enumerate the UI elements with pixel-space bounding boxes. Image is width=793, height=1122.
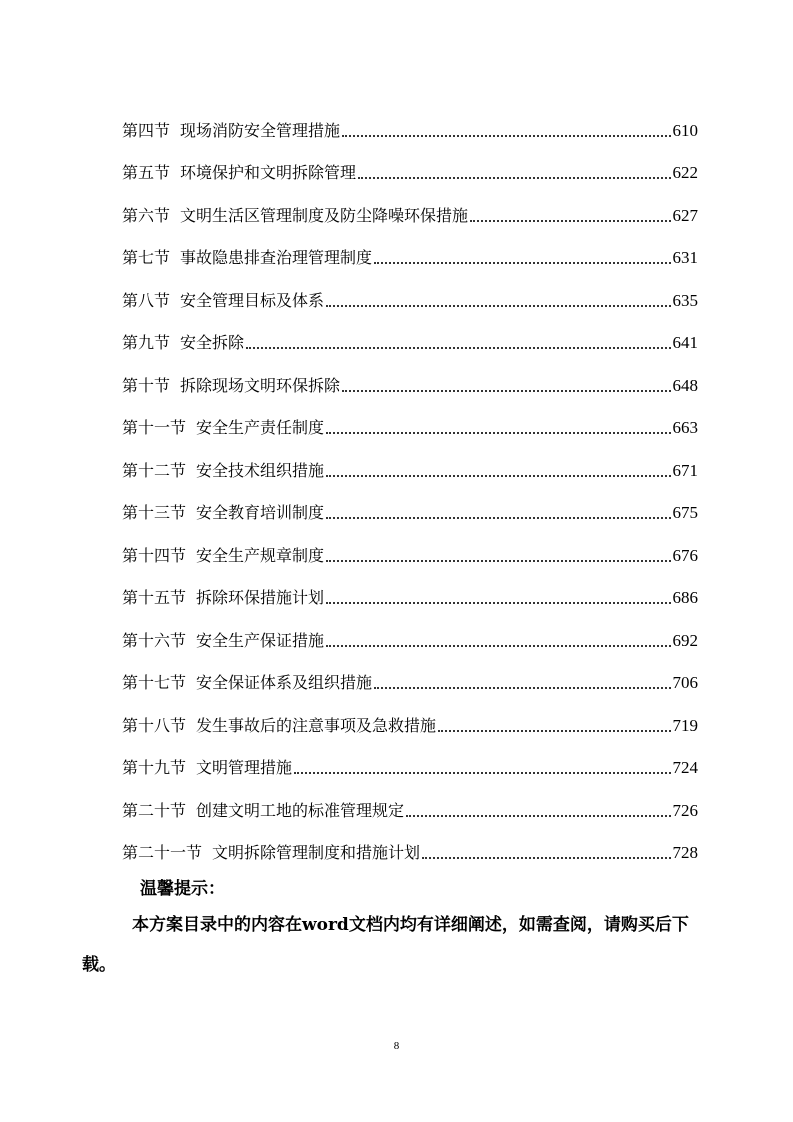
dot-leader [326,432,670,434]
page-number: 8 [393,1040,400,1052]
toc-page-number: 622 [672,163,698,182]
section-number: 第十三节 [122,503,187,522]
section-number: 第四节 [122,120,171,140]
toc-page-number: 676 [672,545,698,565]
toc-page-number: 675 [672,503,698,522]
toc-entry[interactable] [122,651,698,694]
section-title: 拆除现场文明环保拆除 [180,375,341,395]
toc-entry[interactable] [122,353,698,396]
toc-page-number: 692 [672,630,698,650]
section-number: 第七节 [122,248,171,267]
toc-entry[interactable] [122,736,698,779]
section-number: 第十五节 [122,588,187,607]
toc-page-number: 671 [672,460,698,480]
section-title: 安全技术组织措施 [196,460,325,480]
toc-page-number: 627 [672,205,698,225]
toc-page-number: 724 [672,758,698,777]
toc-entry[interactable] [122,226,698,269]
section-title: 安全管理目标及体系 [180,290,325,310]
dot-leader [326,475,670,477]
section-number: 第十八节 [122,715,187,735]
section-title: 安全生产规章制度 [196,545,325,565]
dot-leader [374,262,670,264]
dot-leader [326,602,670,604]
notice-heading: 温馨提示： [140,879,225,899]
toc-page-number: 641 [672,333,698,352]
dot-leader [342,135,670,137]
toc-page-number: 610 [672,120,698,140]
toc-entry[interactable] [122,821,698,864]
toc-page-number: 728 [672,843,698,862]
section-title: 安全教育培训制度 [196,503,325,522]
dot-leader [326,560,670,562]
dot-leader [342,390,670,392]
toc-entry[interactable] [122,396,698,439]
dot-leader [326,305,670,307]
toc-entry[interactable] [122,481,698,524]
toc-entry[interactable] [122,693,698,736]
dot-leader [326,517,670,519]
section-number: 第十节 [122,375,171,395]
dot-leader [374,687,670,689]
toc-page-number: 719 [672,715,698,735]
section-title: 安全保证体系及组织措施 [196,673,373,692]
section-title: 创建文明工地的标准管理规定 [196,800,405,820]
section-number: 第十二节 [122,460,187,480]
dot-leader [246,347,670,349]
section-number: 第二十一节 [122,843,203,862]
toc-entry[interactable] [122,778,698,821]
toc-page-number: 648 [672,375,698,395]
section-number: 第二十节 [122,800,187,820]
dot-leader [358,177,670,179]
dot-leader [406,815,670,817]
toc-page-number: 706 [672,673,698,692]
section-title: 事故隐患排查治理管理制度 [180,248,373,267]
toc-entry[interactable] [122,183,698,226]
section-title: 发生事故后的注意事项及急救措施 [196,715,437,735]
dot-leader [422,857,670,859]
section-title: 安全拆除 [180,333,245,352]
notice-body: 本方案目录中的内容在word文档内均有详细阐述，如需查阅，请购买后下载。 [82,915,689,975]
dot-leader [438,730,670,732]
toc-entry[interactable] [122,566,698,609]
section-title: 安全生产保证措施 [196,630,325,650]
toc-entry[interactable] [122,608,698,651]
toc-entry[interactable] [122,141,698,184]
section-number: 第十四节 [122,545,187,565]
dot-leader [326,645,670,647]
section-number: 第五节 [122,163,171,182]
toc-entry[interactable] [122,268,698,311]
section-title: 文明拆除管理制度和措施计划 [212,843,421,862]
toc-entry[interactable] [122,438,698,481]
toc-page-number: 635 [672,290,698,310]
section-number: 第十六节 [122,630,187,650]
section-title: 安全生产责任制度 [196,418,325,437]
toc-page-number: 686 [672,588,698,607]
toc-page-number: 663 [672,418,698,437]
dot-leader [294,772,670,774]
section-title: 文明生活区管理制度及防尘降噪环保措施 [180,205,469,225]
toc-entry[interactable] [122,98,698,141]
section-title: 环境保护和文明拆除管理 [180,163,357,182]
section-number: 第八节 [122,290,171,310]
section-number: 第十七节 [122,673,187,692]
toc-page-number: 726 [672,800,698,820]
table-of-contents [122,98,698,863]
section-title: 文明管理措施 [196,758,293,777]
section-number: 第十九节 [122,758,187,777]
section-title: 拆除环保措施计划 [196,588,325,607]
section-title: 现场消防安全管理措施 [180,120,341,140]
dot-leader [470,220,670,222]
section-number: 第九节 [122,333,171,352]
toc-page-number: 631 [672,248,698,267]
section-number: 第十一节 [122,418,187,437]
toc-entry[interactable] [122,523,698,566]
toc-entry[interactable] [122,311,698,354]
section-number: 第六节 [122,205,171,225]
